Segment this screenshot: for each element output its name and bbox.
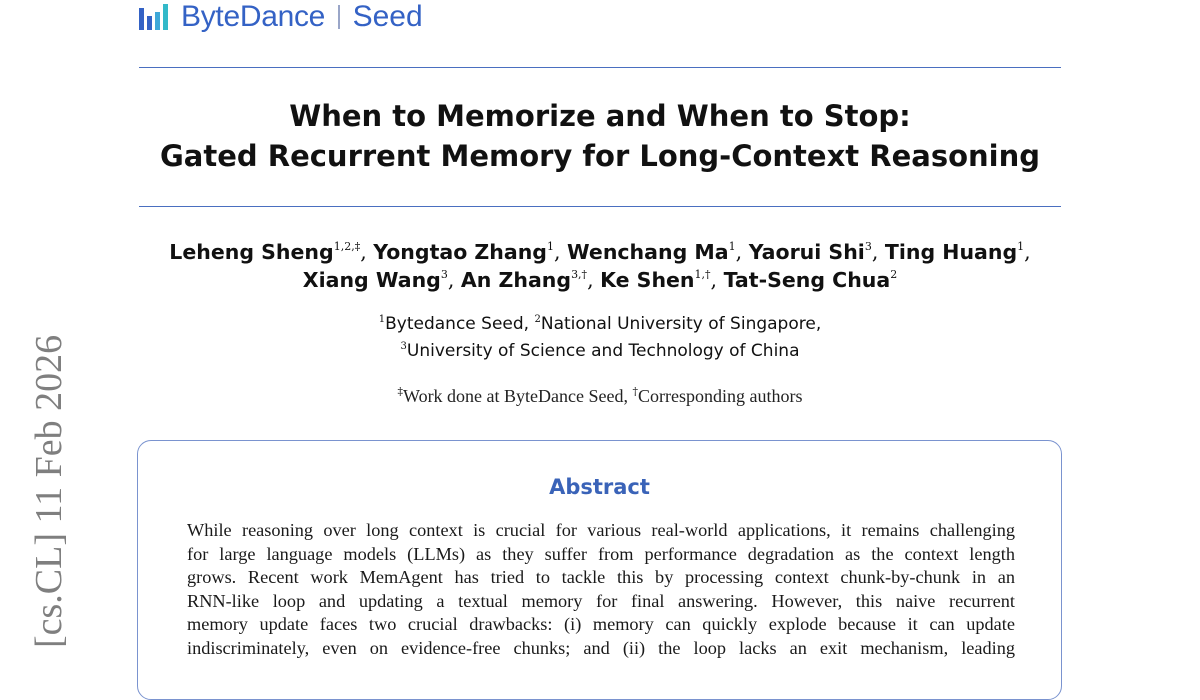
logo-name: ByteDance [181,0,326,33]
affiliation-sup: 3 [400,341,407,352]
affiliation-line-2 [139,338,1061,365]
affiliation-name: Bytedance Seed [385,314,524,334]
author-name: An Zhang [460,268,572,292]
author-sup: 1,2,‡ [333,240,361,253]
affiliation-line-1: $^1$Bytedance Seed, $^2$National University of Singapore, [378,314,822,334]
bytedance-seed-logo [138,0,423,34]
title-line-2: Gated Recurrent Memory for Long-Context Reasoning [159,139,1040,173]
double-dagger-symbol: ‡ [397,385,404,398]
author-name: Ting Huang [884,240,1018,264]
abstract-line: indiscriminately, even on evidence-free chunks; and (ii) the loop lacks an exit mechanism, leading [187,637,1015,658]
author-list [139,238,1061,294]
abstract-line: for large language models (LLMs) as they suffer from performance degradation as the context length [187,543,1015,564]
top-rule [139,67,1061,68]
author-line-1: Leheng Sheng$^{1,2,\ddagger}$, Yongtao Zhang$^1$, Wenchang Ma$^1$, Yaorui Shi$^3$, Ting Huang$^1$, [169,240,1031,264]
abstract-line: grows. Recent work MemAgent has tried to tackle this by processing context chunk-by-chunk in an [187,567,1015,588]
logo-seed: Seed [352,0,423,33]
author-sup: 1 [728,240,736,253]
bytedance-logo-icon [138,2,172,32]
abstract-body [187,519,1015,661]
abstract-box [137,440,1062,700]
author-line-2: Xiang Wang$^3$, An Zhang$^{3,\dagger}$, Ke Shen$^{1,\dagger}$, Tat-Seng Chua$^2$ [302,268,898,292]
affiliations [139,311,1061,365]
affiliation-name: National University of Singapore [540,314,816,334]
affiliation-name: University of Science and Technology of China [406,341,800,361]
abstract-line: While reasoning over long context is crucial for various real-world applications, it remains challenging [187,520,1015,540]
abstract-line: RNN-like loop and updating a textual memory for final answering. However, this naive recurrent [187,590,1015,611]
bottom-rule [139,206,1061,207]
author-sup: 3 [440,268,448,281]
logo-separator [338,5,340,29]
abstract-heading: Abstract [549,475,650,499]
corresponding-note: Corresponding authors [638,386,803,406]
author-name: Wenchang Ma [567,240,729,264]
author-sup: 1,† [694,268,711,281]
abstract-line: memory update faces two crucial drawbacks: (i) memory can quickly explode because it can update [187,614,1015,635]
author-name: Xiang Wang [302,268,441,292]
paper-title [139,96,1061,176]
author-name: Ke Shen [600,268,695,292]
author-name: Tat-Seng Chua [723,268,891,292]
author-sup: 3 [864,240,872,253]
author-name: Leheng Sheng [169,240,334,264]
affiliation-sup: 2 [534,314,541,325]
author-sup: 1 [546,240,554,253]
affiliation-sup: 1 [378,314,386,325]
arxiv-stamp: [cs.CL] 11 Feb 2026 [28,334,70,648]
author-name: Yaorui Shi [748,240,865,264]
author-sup: 1 [1017,240,1025,253]
title-line-1: When to Memorize and When to Stop: [289,99,911,133]
dagger-symbol: † [632,385,638,398]
author-sup: 3,† [571,268,588,281]
work-done-note: Work done at ByteDance Seed, [403,386,628,406]
author-sup: 2 [890,268,898,281]
author-name: Yongtao Zhang [373,240,547,264]
author-notes [139,384,1061,408]
